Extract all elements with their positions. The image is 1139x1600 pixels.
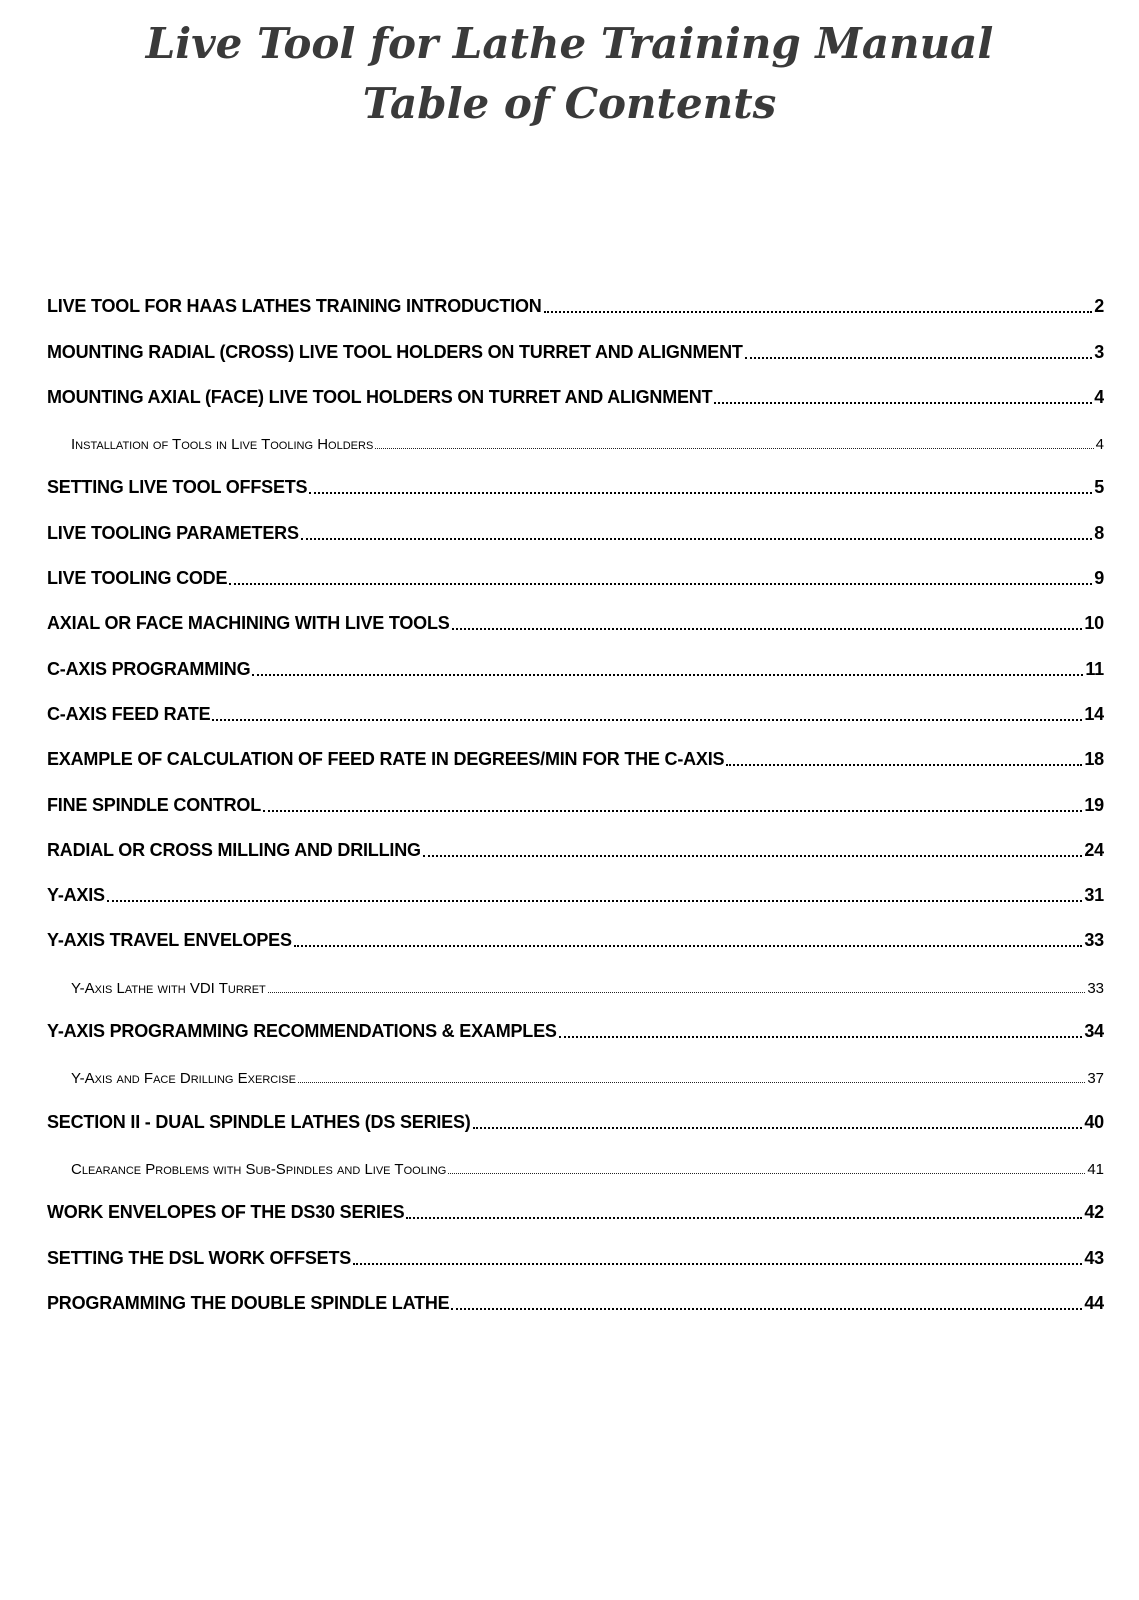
toc-dot-leader [309,492,1092,494]
toc-page-number: 19 [1084,794,1104,815]
toc-entry[interactable] [47,601,1104,646]
toc-page-number: 8 [1094,522,1104,543]
toc-entry[interactable] [47,556,1104,601]
toc-page-number: 3 [1094,341,1104,362]
toc-entry[interactable] [47,375,1104,420]
toc-entry-title: AXIAL OR FACE MACHINING WITH LIVE TOOLS [47,613,450,634]
toc-dot-leader [451,1308,1082,1310]
toc-entry[interactable] [47,737,1104,782]
toc-dot-leader [107,900,1083,902]
toc-page-number: 33 [1087,979,1104,997]
toc-page-number: 4 [1094,386,1104,407]
toc-entry-title: LIVE TOOL FOR HAAS LATHES TRAINING INTRODUCTION [47,296,542,317]
toc-page-number: 37 [1087,1070,1104,1088]
toc-entry[interactable] [47,828,1104,873]
toc-entry-title: Clearance Problems with Sub-Spindles and Live Tooling [71,1160,447,1178]
toc-page-number: 24 [1084,839,1104,860]
toc-entry-title: MOUNTING AXIAL (FACE) LIVE TOOL HOLDERS ON TURRET AND ALIGNMENT [47,386,713,407]
toc-entry-title: Y-AXIS TRAVEL ENVELOPES [47,930,292,951]
toc-entry[interactable] [47,873,1104,918]
toc-page-number: 9 [1094,568,1104,589]
toc-entry-title: C-AXIS FEED RATE [47,703,211,724]
toc-dot-leader [229,583,1092,585]
toc-entry-title: Y-AXIS PROGRAMMING RECOMMENDATIONS & EXAMPLES [47,1021,557,1042]
toc-entry-title: RADIAL OR CROSS MILLING AND DRILLING [47,839,421,860]
toc-entry-title: Installation of Tools in Live Tooling Holders [71,436,374,454]
toc-entry[interactable] [47,1235,1104,1280]
toc-dot-leader [268,992,1086,993]
toc-entry[interactable] [47,465,1104,510]
toc-entry-title: Y-AXIS [47,885,105,906]
toc-entry-title: LIVE TOOLING PARAMETERS [47,522,299,543]
toc-dot-leader [544,311,1093,313]
toc-entry-title: SETTING LIVE TOOL OFFSETS [47,477,308,498]
document-title: Live Tool for Lathe Training Manual [145,19,994,68]
toc-dot-leader [423,855,1083,857]
toc-entry-title: Y-Axis Lathe with VDI Turret [71,979,266,997]
toc-page-number: 42 [1084,1202,1104,1223]
toc-entry[interactable] [47,329,1104,374]
table-of-contents [47,284,1104,1326]
toc-dot-leader [406,1217,1082,1219]
toc-page-number: 31 [1084,885,1104,906]
toc-entry[interactable] [47,510,1104,555]
toc-entry[interactable] [47,1099,1104,1144]
toc-subentry[interactable] [47,1145,1104,1190]
toc-entry-title: C-AXIS PROGRAMMING [47,658,251,679]
toc-subentry[interactable] [47,963,1104,1008]
toc-entry[interactable] [47,646,1104,691]
toc-entry-title: EXAMPLE OF CALCULATION OF FEED RATE IN DEGREES/MIN FOR THE C-AXIS [47,749,725,770]
toc-entry-title: SETTING THE DSL WORK OFFSETS [47,1247,352,1268]
toc-dot-leader [473,1127,1083,1129]
toc-entry-title: LIVE TOOLING CODE [47,568,228,589]
toc-dot-leader [559,1036,1083,1038]
toc-dot-leader [252,674,1083,676]
toc-subentry[interactable] [47,420,1104,465]
document-subtitle: Table of Contents [362,79,777,128]
toc-page-number: 4 [1095,436,1104,454]
toc-dot-leader [452,628,1083,630]
toc-page-number: 43 [1084,1247,1104,1268]
toc-dot-leader [448,1173,1085,1174]
toc-page-number: 40 [1084,1111,1104,1132]
toc-dot-leader [298,1082,1085,1083]
toc-entry[interactable] [47,284,1104,329]
toc-dot-leader [353,1263,1082,1265]
toc-page-number: 10 [1084,613,1104,634]
toc-entry[interactable] [47,918,1104,963]
toc-entry[interactable] [47,1009,1104,1054]
toc-page-number: 5 [1094,477,1104,498]
toc-page-number: 18 [1084,749,1104,770]
toc-entry-title: FINE SPINDLE CONTROL [47,794,262,815]
toc-page-number: 14 [1084,703,1104,724]
toc-entry-title: Y-Axis and Face Drilling Exercise [71,1070,296,1088]
toc-page-number: 44 [1084,1292,1104,1313]
toc-page-number: 2 [1094,296,1104,317]
toc-entry[interactable] [47,782,1104,827]
toc-entry-title: PROGRAMMING THE DOUBLE SPINDLE LATHE [47,1292,450,1313]
toc-entry-title: MOUNTING RADIAL (CROSS) LIVE TOOL HOLDERS ON TURRET AND ALIGNMENT [47,341,743,362]
toc-dot-leader [301,538,1092,540]
toc-dot-leader [375,448,1093,449]
toc-entry[interactable] [47,692,1104,737]
toc-dot-leader [745,357,1093,359]
toc-entry[interactable] [47,1190,1104,1235]
toc-dot-leader [294,945,1083,947]
toc-dot-leader [714,402,1092,404]
toc-entry-title: SECTION II - DUAL SPINDLE LATHES (DS SERIES) [47,1111,471,1132]
toc-dot-leader [212,719,1082,721]
toc-page-number: 34 [1084,1021,1104,1042]
toc-entry-title: WORK ENVELOPES OF THE DS30 SERIES [47,1202,405,1223]
toc-dot-leader [726,764,1082,766]
toc-subentry[interactable] [47,1054,1104,1099]
toc-entry[interactable] [47,1281,1104,1326]
toc-page-number: 11 [1085,658,1104,679]
toc-dot-leader [263,810,1082,812]
toc-page-number: 41 [1087,1160,1104,1178]
document-header [0,14,1139,134]
toc-page-number: 33 [1084,930,1104,951]
